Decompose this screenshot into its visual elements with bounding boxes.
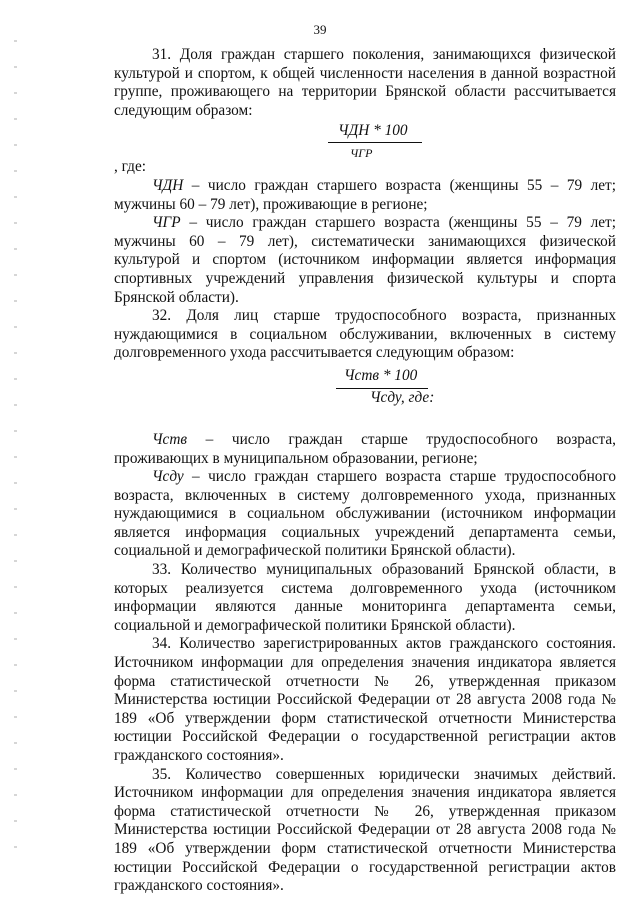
spacer <box>114 411 616 431</box>
section-32-definition-1 <box>114 431 616 468</box>
formula-31-denominator: ЧГР <box>350 146 373 161</box>
section-32-intro: 32. Доля лиц старше трудоспособного возраста, признанных нуждающимися в социальном обслуживании, включенных в систему долговременного ухода рассчитывается следующим образом: <box>114 307 616 362</box>
page-number: 39 <box>313 22 327 37</box>
scan-margin-marks <box>14 40 17 860</box>
formula-32-denominator: Чсду, где: <box>370 388 435 406</box>
term-chsdu: Чсду <box>152 468 184 486</box>
section-33: 33. Количество муниципальных образований Брянской области, в которых реализуется система долговременного ухода (источником информации являются данные мониторинга департамента семьи, социальной и демографической политики Брянской области). <box>114 561 616 634</box>
formula-31-numerator: ЧДН * 100 <box>338 122 408 140</box>
section-34: 34. Количество зарегистрированных актов гражданского состояния. Источником информации для определения значения индикатора является форма статистической отчетности № 26, утвержденная приказом Министерства юстиции Российской Федерации от 28 августа 2008 года № 189 «Об утверждении форм статистической отчетности Министерства юстиции Российской Федерации о государственной регистрации актов гражданского состояния». <box>114 635 616 764</box>
term-chstv: Чств <box>152 430 188 448</box>
section-32-definition-2 <box>114 468 616 561</box>
definition-chdn: – число граждан старшего возраста (женщины 55 – 79 лет; мужчины 60 – 79 лет), проживающие в регионе; <box>114 176 616 213</box>
formula-31-fraction-bar <box>328 142 422 143</box>
section-35: 35. Количество совершенных юридически значимых действий. Источником информации для определения значения индикатора является форма статистической отчетности № 26, утвержденная приказом Министерства юстиции Российской Федерации от 28 августа 2008 года № 189 «Об утверждении форм статистической отчетности Министерства юстиции Российской Федерации о государственной регистрации актов гражданского состояния». <box>114 765 616 895</box>
section-31-definition-1 <box>114 177 616 214</box>
section-31-definition-2 <box>114 214 616 307</box>
formula-31 <box>114 120 616 161</box>
definition-chsdu: – число граждан старшего возраста старше трудоспособного возраста, включенных в систему долговременного ухода, признанных нуждающимися в социальном обслуживании (источником информации является информация социальных учреждений департамента семьи, социальной и демографической политики Брянской области). <box>114 468 616 560</box>
term-chgr: ЧГР <box>152 214 181 232</box>
formula-32-numerator: Чств * 100 <box>344 366 418 384</box>
definition-chstv: – число граждан старше трудоспособного возраста, проживающих в муниципальном образовании, регионе; <box>114 430 616 467</box>
document-body <box>114 46 616 896</box>
definition-chgr: – число граждан старшего возраста (женщины 55 – 79 лет; мужчины 60 – 79 лет), систематически занимающихся физической культурой и спортом (источником информации является информация спортивных учреждений управления физической культуры и спорта Брянской области). <box>114 214 616 306</box>
section-31-intro: 31. Доля граждан старшего поколения, занимающихся физической культурой и спортом, к общей численности населения в данной возрастной группе, проживающего на территории Брянской области рассчитывается следующим образом: <box>114 46 616 119</box>
formula-31-where: , где: <box>114 158 146 176</box>
term-chdn: ЧДН <box>152 176 184 194</box>
formula-32 <box>114 365 616 411</box>
